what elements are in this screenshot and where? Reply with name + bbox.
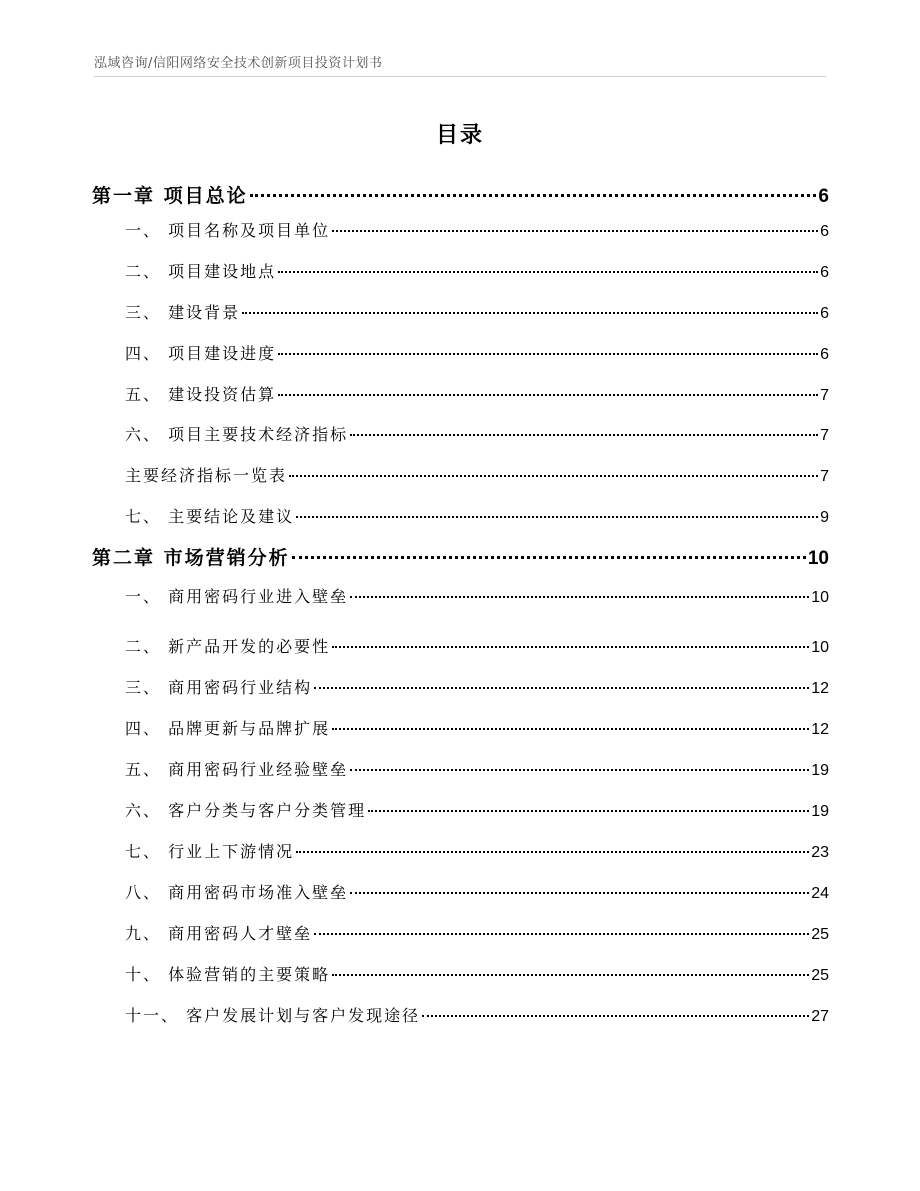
toc-dot-leader bbox=[332, 974, 809, 976]
toc-section-entry[interactable] bbox=[125, 503, 829, 531]
toc-page-number: 6 bbox=[820, 264, 829, 281]
toc-entry-label: 八、 商用密码市场准入壁垒 bbox=[125, 883, 349, 902]
toc-entry-label: 十、 体验营销的主要策略 bbox=[125, 965, 331, 984]
toc-entry-label: 三、 建设背景 bbox=[125, 303, 241, 322]
toc-dot-leader bbox=[332, 230, 818, 232]
toc-page-number: 6 bbox=[818, 186, 829, 207]
toc-entry-label: 五、 商用密码行业经验壁垒 bbox=[125, 760, 349, 779]
toc-section-entry[interactable] bbox=[125, 583, 829, 611]
toc-page-number: 12 bbox=[811, 721, 829, 738]
toc-dot-leader bbox=[350, 892, 809, 894]
toc-page-number: 19 bbox=[811, 762, 829, 779]
toc-page-number: 10 bbox=[811, 639, 829, 656]
toc-section-entry[interactable] bbox=[125, 838, 829, 866]
toc-dot-leader bbox=[314, 933, 809, 935]
toc-entry-label: 二、 新产品开发的必要性 bbox=[125, 637, 331, 656]
toc-dot-leader bbox=[350, 769, 809, 771]
toc-dot-leader bbox=[332, 646, 809, 648]
toc-page-number: 27 bbox=[811, 1008, 829, 1025]
toc-dot-leader bbox=[250, 194, 817, 197]
toc-entry-label: 一、 商用密码行业进入壁垒 bbox=[125, 587, 349, 606]
toc-entry-label: 二、 项目建设地点 bbox=[125, 262, 277, 281]
toc-section-entry[interactable] bbox=[125, 258, 829, 286]
toc-dot-leader bbox=[289, 475, 818, 477]
toc-dot-leader bbox=[350, 434, 818, 436]
toc-entry-label: 九、 商用密码人才壁垒 bbox=[125, 924, 313, 943]
toc-section-entry[interactable] bbox=[125, 674, 829, 702]
toc-section-entry[interactable] bbox=[125, 217, 829, 245]
toc-entry-label: 三、 商用密码行业结构 bbox=[125, 678, 313, 697]
toc-dot-leader bbox=[314, 687, 809, 689]
toc-entry-label: 四、 品牌更新与品牌扩展 bbox=[125, 719, 331, 738]
toc-page-number: 25 bbox=[811, 926, 829, 943]
toc-entry-label: 第一章 项目总论 bbox=[92, 185, 248, 207]
toc-entry-label: 十一、 客户发展计划与客户发现途径 bbox=[125, 1006, 421, 1025]
toc-section-entry[interactable] bbox=[125, 340, 829, 368]
toc-page-number: 9 bbox=[820, 509, 829, 526]
toc-dot-leader bbox=[422, 1015, 809, 1017]
toc-dot-leader bbox=[296, 851, 809, 853]
toc-entry-label: 主要经济指标一览表 bbox=[125, 466, 288, 485]
toc-section-entry[interactable] bbox=[125, 421, 829, 449]
toc-entry-label: 一、 项目名称及项目单位 bbox=[125, 221, 331, 240]
toc-entry-label: 四、 项目建设进度 bbox=[125, 344, 277, 363]
toc-section-entry[interactable] bbox=[125, 1002, 829, 1030]
toc-entry-label: 六、 项目主要技术经济指标 bbox=[125, 425, 349, 444]
toc-page-number: 24 bbox=[811, 885, 829, 902]
toc-entry-label: 第二章 市场营销分析 bbox=[92, 547, 290, 569]
toc-entry-label: 七、 主要结论及建议 bbox=[125, 507, 295, 526]
toc-entry-label: 五、 建设投资估算 bbox=[125, 385, 277, 404]
toc-dot-leader bbox=[332, 728, 809, 730]
toc-dot-leader bbox=[350, 596, 809, 598]
toc-page-number: 19 bbox=[811, 803, 829, 820]
toc-page-number: 10 bbox=[807, 548, 829, 569]
toc-page-number: 6 bbox=[820, 305, 829, 322]
toc-dot-leader bbox=[278, 271, 818, 273]
toc-page-number: 25 bbox=[811, 967, 829, 984]
toc-dot-leader bbox=[278, 353, 818, 355]
toc-chapter-entry[interactable] bbox=[92, 544, 829, 572]
toc-section-entry[interactable] bbox=[125, 879, 829, 907]
toc-page-number: 12 bbox=[811, 680, 829, 697]
toc-title: 目录 bbox=[435, 123, 484, 148]
toc-page-number: 7 bbox=[820, 387, 829, 404]
toc-page-number: 23 bbox=[811, 844, 829, 861]
toc-section-entry[interactable] bbox=[125, 961, 829, 989]
toc-section-entry[interactable] bbox=[125, 633, 829, 661]
toc-chapter-entry[interactable] bbox=[92, 182, 829, 210]
toc-section-entry[interactable] bbox=[125, 920, 829, 948]
toc-section-entry[interactable] bbox=[125, 299, 829, 327]
toc-dot-leader bbox=[368, 810, 809, 812]
toc-dot-leader bbox=[278, 394, 818, 396]
toc-section-entry[interactable] bbox=[125, 715, 829, 743]
toc-dot-leader bbox=[292, 556, 806, 559]
toc-section-entry[interactable] bbox=[125, 462, 829, 490]
toc-entry-label: 六、 客户分类与客户分类管理 bbox=[125, 801, 367, 820]
toc-page-number: 6 bbox=[820, 346, 829, 363]
toc-entry-label: 七、 行业上下游情况 bbox=[125, 842, 295, 861]
toc-section-entry[interactable] bbox=[125, 756, 829, 784]
toc-page-number: 7 bbox=[820, 468, 829, 485]
toc-section-entry[interactable] bbox=[125, 797, 829, 825]
running-header: 泓域咨询/信阳网络安全技术创新项目投资计划书 bbox=[94, 52, 826, 77]
toc-section-entry[interactable] bbox=[125, 381, 829, 409]
toc-page-number: 7 bbox=[820, 427, 829, 444]
toc-dot-leader bbox=[242, 312, 818, 314]
toc-dot-leader bbox=[296, 516, 818, 518]
toc-page-number: 10 bbox=[811, 589, 829, 606]
toc-page-number: 6 bbox=[820, 223, 829, 240]
